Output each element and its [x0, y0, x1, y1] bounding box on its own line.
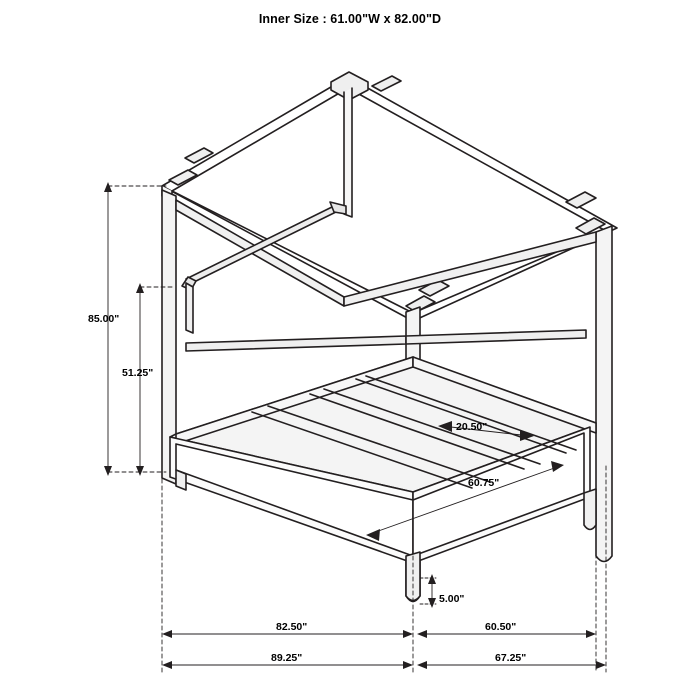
dimension-label-height-overall: 85.00" — [88, 313, 120, 325]
dimension-label-width-left-lower: 82.50" — [276, 621, 308, 633]
dimension-label-width-right-lower: 60.50" — [485, 621, 517, 633]
dimension-label-leg-clearance: 5.00" — [439, 593, 465, 605]
dimension-label-width-left-outer: 89.25" — [271, 652, 303, 664]
dimension-label-height-canopy-rail: 51.25" — [122, 367, 154, 379]
dimension-label-width-inner-slat: 60.75" — [468, 477, 500, 489]
page-title: Inner Size : 61.00"W x 82.00"D — [258, 12, 442, 26]
dimension-label-width-right-outer: 67.25" — [495, 652, 527, 664]
dimension-label-depth-inner-slat: 20.50" — [456, 421, 488, 433]
